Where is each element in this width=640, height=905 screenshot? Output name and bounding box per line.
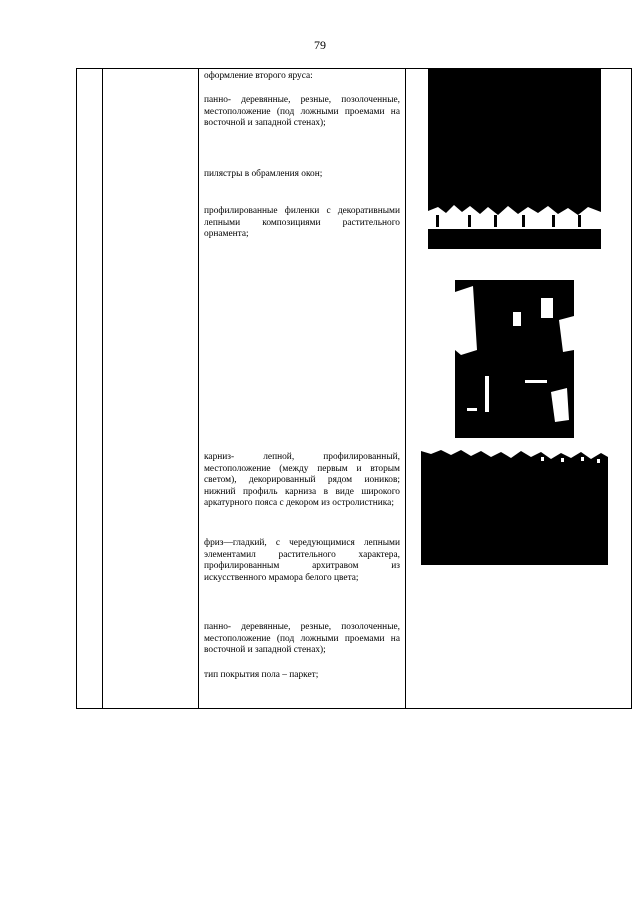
column-divider <box>102 69 103 708</box>
item-floor-covering: тип покрытия пола – паркет; <box>204 670 319 680</box>
column-divider <box>198 69 199 708</box>
item-profiled-panels: профилированные филенки с декоративными лепными композициями растительного орнамента; <box>204 206 400 240</box>
item-frieze: фриз—гладкий, с чередующимися лепными элементамил растительного характера, профилированным архитравом из искусственного мрамора белого цвета; <box>204 538 400 583</box>
page-number: 79 <box>314 38 326 52</box>
item-pilasters: пилястры в обрамления окон; <box>204 169 323 179</box>
item-panels-repeat: панно- деревянные, резные, позолоченные, местоположение (под ложными проемами на восточной и западной стенах); <box>204 622 400 656</box>
column-divider <box>405 69 406 708</box>
photo-window-interior <box>455 280 574 438</box>
item-panels: панно- деревянные, резные, позолоченные, местоположение (под ложными проемами на восточной и западной стенах); <box>204 95 400 129</box>
heading-second-tier: оформление второго яруса: <box>204 71 313 81</box>
item-cornice: карниз- лепной, профилированный, местоположение (между первым и вторым светом), декорированный рядом иоников; нижний профиль карниза в виде широкого аркатурного пояса с декором из остролистника; <box>204 452 400 509</box>
description-table <box>76 68 632 709</box>
photo-cornice-frieze <box>421 447 608 565</box>
photo-ceiling-panels <box>428 69 601 249</box>
